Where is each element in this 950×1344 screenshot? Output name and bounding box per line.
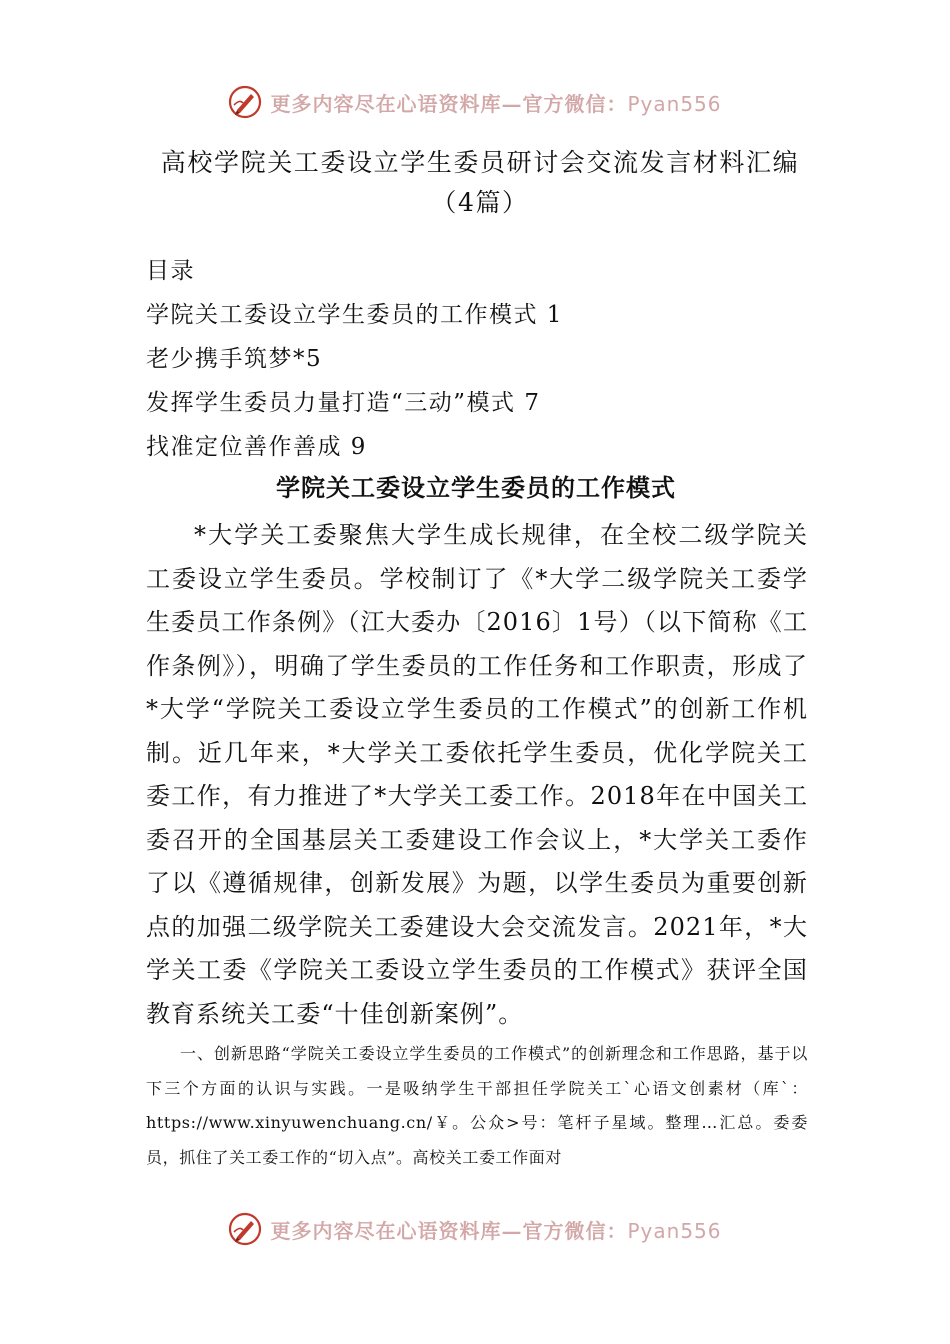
watermark-text	[270, 1215, 721, 1244]
body-paragraph: *大学关工委聚焦大学生成长规律，在全校二级学院关工委设立学生委员。学校制订了《*大学二级学院关工委学生委员工作条例》（江大委办〔2016〕1号）（以下简称《工作条例》），明确了学生委员的工作任务和工作职责，形成了*大学“学院关工委设立学生委员的工作模式”的创新工作机制。近几年来，*大学关工委依托学生委员，优化学院关工委工作，有力推进了*大学关工委工作。2018年在中国关工委召开的全国基层关工委建设工作会议上，*大学关工委作了以《遵循规律，创新发展》为题，以学生委员为重要创新点的加强二级学院关工委建设大会交流发言。2021年，*大学关工委《学院关工委设立学生委员的工作模式》获评全国教育系统关工委“十佳创新案例”。	[146, 521, 808, 1028]
toc-item: 找准定位善作善成 9	[146, 434, 367, 460]
watermark-text	[270, 88, 721, 117]
footer-watermark-banner	[0, 1207, 950, 1251]
table-of-contents	[146, 249, 806, 469]
watermark-label: 更多内容尽在心语资料库—官方微信：	[270, 1218, 628, 1243]
watermark-wechat-id: Pyan556	[627, 91, 722, 116]
document-title: 高校学院关工委设立学生委员研讨会交流发言材料汇编（4篇）	[160, 148, 800, 217]
toc-item: 发挥学生委员力量打造“三动”模式 7	[146, 390, 541, 416]
toc-item: 学院关工委设立学生委员的工作模式 1	[146, 302, 563, 328]
watermark-label: 更多内容尽在心语资料库—官方微信：	[270, 91, 628, 116]
toc-item: 老少携手筑梦*5	[146, 346, 323, 372]
section-heading: 学院关工委设立学生委员的工作模式	[276, 473, 676, 502]
small-paragraph: 一、创新思路“学院关工委设立学生委员的工作模式”的创新理念和工作思路，基于以下三个方面的认识与实践。一是吸纳学生干部担任学院关工`心语文创素材（库`：https://www.xinyuwenchuang.cn/￥。公众>号：笔杆子星域。整理…汇总。委委员，抓住了关工委工作的“切入点”。高校关工委工作面对	[146, 1044, 808, 1167]
header-watermark-banner	[0, 80, 950, 124]
pen-logo-icon	[228, 85, 262, 119]
pen-logo-icon	[228, 1212, 262, 1246]
toc-heading: 目录	[146, 258, 195, 284]
watermark-wechat-id: Pyan556	[627, 1218, 722, 1243]
